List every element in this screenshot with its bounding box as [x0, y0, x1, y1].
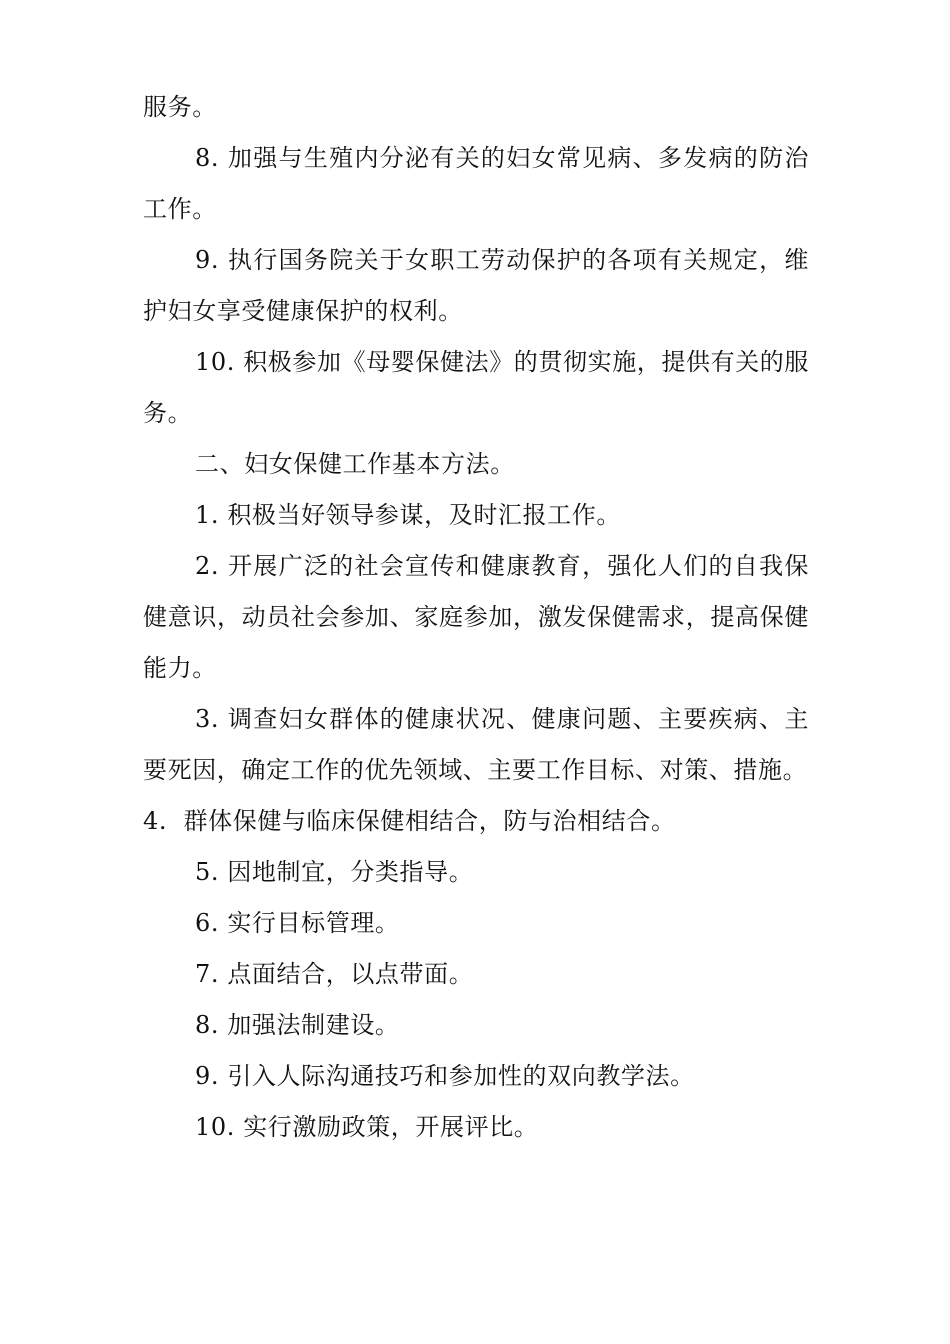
document-body — [143, 82, 809, 1153]
paragraph: 服务。 — [143, 93, 217, 121]
paragraph: 4. 群体保健与临床保健相结合，防与治相结合。 — [143, 807, 676, 835]
paragraph: 10. 实行激励政策，开展评比。 — [195, 1113, 539, 1141]
paragraph: 8. 加强与生殖内分泌有关的妇女常见病、多发病的防治工作。 — [143, 144, 809, 223]
paragraph: 2. 开展广泛的社会宣传和健康教育，强化人们的自我保健意识，动员社会参加、家庭参加，激发保健需求，提高保健能力。 — [143, 552, 809, 682]
paragraph: 5. 因地制宜，分类指导。 — [195, 858, 474, 886]
paragraph: 9. 执行国务院关于女职工劳动保护的各项有关规定，维护妇女享受健康保护的权利。 — [143, 246, 809, 325]
paragraph: 7. 点面结合，以点带面。 — [195, 960, 474, 988]
paragraph: 1. 积极当好领导参谋，及时汇报工作。 — [195, 501, 621, 529]
paragraph: 3. 调查妇女群体的健康状况、健康问题、主要疾病、主要死因，确定工作的优先领域、主要工作目标、对策、措施。 — [143, 705, 809, 784]
paragraph: 8. 加强法制建设。 — [195, 1011, 400, 1039]
section-heading: 二、妇女保健工作基本方法。 — [195, 450, 515, 478]
paragraph: 6. 实行目标管理。 — [195, 909, 400, 937]
paragraph: 10. 积极参加《母婴保健法》的贯彻实施，提供有关的服务。 — [143, 348, 809, 427]
paragraph: 9. 引入人际沟通技巧和参加性的双向教学法。 — [195, 1062, 695, 1090]
